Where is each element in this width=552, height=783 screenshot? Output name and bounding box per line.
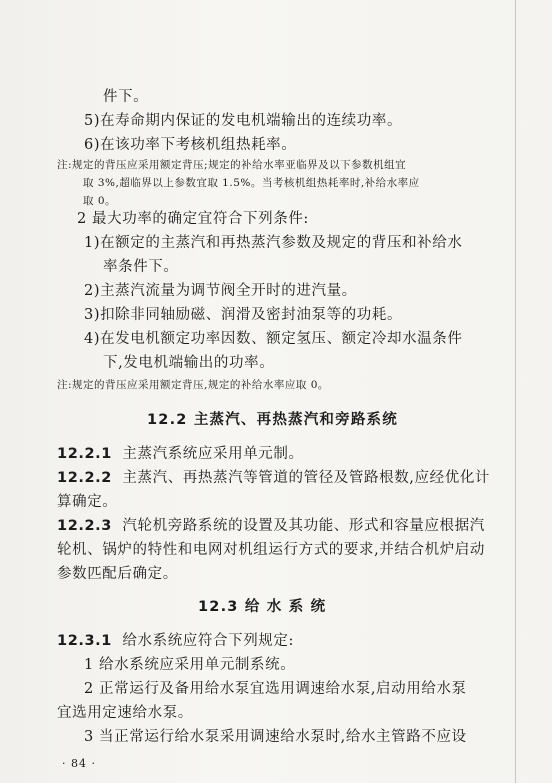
text-line: 件下。: [103, 89, 149, 105]
note-line: 取 0。: [83, 195, 117, 207]
sub-list-item: 3)扣除非同轴励磁、润滑及密封油泵等的功耗。: [84, 307, 403, 323]
text-line: 6)在该功率下考核机组热耗率。: [84, 137, 297, 153]
clause-text: 主蒸汽系统应采用单元制。: [122, 446, 304, 462]
list-item: 2 最大功率的确定宜符合下列条件:: [77, 211, 309, 227]
list-item: 3 当正常运行给水泵采用调速给水泵时,给水主管路不应设: [84, 729, 467, 745]
clause-number: 12.2.3: [57, 518, 112, 534]
text-line: 5)在寿命期内保证的发电机端输出的连续功率。: [84, 113, 403, 129]
text-line: 宜选用定速给水泵。: [57, 705, 193, 721]
clause: [57, 634, 294, 649]
sub-list-item: 2)主蒸汽流量为调节阀全开时的进汽量。: [84, 283, 357, 299]
section-heading: 12.3 给 水 系 统: [198, 599, 327, 615]
section-heading: 12.2 主蒸汽、再热蒸汽和旁路系统: [147, 412, 398, 428]
page-number: · 84 ·: [62, 757, 96, 770]
clause-number: 12.2.1: [57, 446, 112, 462]
clause-number: 12.3.1: [57, 633, 112, 649]
clause-number: 12.2.2: [57, 470, 112, 486]
note-line: 注:规定的背压应采用额定背压,规定的补给水率应取 0。: [57, 379, 329, 391]
clause-text: 汽轮机旁路系统的设置及其功能、形式和容量应根据汽: [122, 518, 485, 534]
clause: [57, 447, 304, 462]
note-line: 取 3%,超临界以上参数宜取 1.5%。当考核机组热耗率时,补给水率应: [83, 177, 420, 189]
page-binding-edge: [515, 0, 516, 783]
clause: [57, 471, 490, 486]
clause: [57, 519, 485, 534]
clause-text: 主蒸汽、再热蒸汽等管道的管径及管路根数,应经优化计: [122, 470, 491, 486]
list-item: 2 正常运行及备用给水泵宜选用调速给水泵,启动用给水泵: [84, 681, 467, 697]
clause-text: 给水系统应符合下列规定:: [122, 633, 294, 649]
text-line: 参数匹配后确定。: [57, 566, 178, 582]
text-line: 率条件下。: [103, 259, 179, 275]
text-line: 下,发电机端输出的功率。: [103, 355, 275, 371]
text-line: 算确定。: [57, 494, 118, 510]
list-item: 1 给水系统应采用单元制系统。: [84, 657, 296, 673]
text-line: 轮机、锅炉的特性和电网对机组运行方式的要求,并结合机炉启动: [57, 542, 486, 558]
note-line: 注:规定的背压应采用额定背压;规定的补给水率亚临界及以下参数机组宜: [57, 159, 407, 171]
sub-list-item: 1)在额定的主蒸汽和再热蒸汽参数及规定的背压和补给水: [84, 235, 463, 251]
sub-list-item: 4)在发电机额定功率因数、额定氢压、额定冷却水温条件: [84, 331, 463, 347]
